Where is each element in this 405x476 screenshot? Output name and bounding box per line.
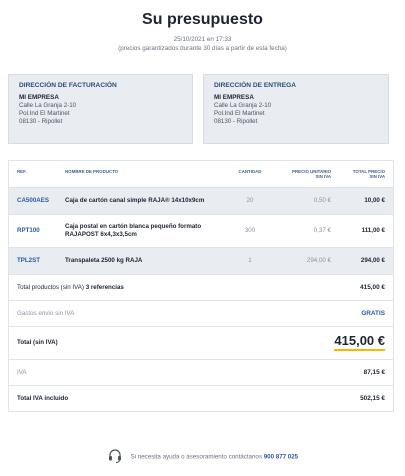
help-phone-link[interactable]: 900 877 025 [263, 453, 299, 461]
row-product: Caja de cartón canal simple RAJA® 14x10x9cm [65, 197, 205, 204]
col-header-total-line1: TOTAL PRECIO [352, 169, 385, 174]
row-total-price: 294,00 € [360, 257, 385, 264]
vat-label: IVA [17, 369, 27, 376]
billing-heading: DIRECCIÓN DE FACTURACIÓN [19, 82, 117, 89]
shipping-heading: DIRECCIÓN DE ENTREGA [214, 82, 297, 89]
col-header-qty: CANTIDAD [238, 169, 262, 174]
grand-total-label: Total IVA incluido [17, 395, 69, 402]
shipping-line: Calle La Granja 2-10 [214, 102, 272, 109]
headset-icon [107, 448, 123, 466]
billing-address-box [8, 74, 193, 144]
shipping-company: MI EMPRESA [214, 94, 254, 101]
billing-line: Calle La Granja 2-10 [19, 102, 77, 109]
row-unit-price: 0,37 € [313, 227, 331, 234]
help-text: Si necesita ayuda o asesoramiento contáctanos [130, 453, 262, 461]
billing-company: MI EMPRESA [19, 94, 59, 101]
help-footer [0, 448, 405, 466]
row-ref[interactable]: RPT100 [17, 227, 40, 234]
total-excl-vat-value: 415,00 € [334, 333, 385, 351]
vat-value: 87,15 € [363, 369, 385, 376]
billing-line: Pol.Ind El Martinet [19, 110, 70, 117]
shipping-cost-row [9, 301, 393, 327]
shipping-line: 08130 - Ripollet [214, 118, 258, 125]
col-header-unit-line1: PRECIO UNITARIO [292, 169, 331, 174]
table-row [9, 215, 393, 248]
col-header-ref: REF. [17, 169, 27, 174]
row-total-price: 10,00 € [364, 197, 385, 204]
billing-line: 08130 - Ripollet [19, 118, 63, 125]
table-header [9, 161, 393, 188]
row-product: Caja postal en cartón blanca pequeño formato RAJAPOST 6x4,3x3,5cm [65, 223, 202, 238]
table-row [9, 248, 393, 275]
products-refs-count: 3 referencias [85, 284, 124, 291]
products-subtotal-label [17, 284, 124, 291]
products-subtotal-row [9, 275, 393, 301]
row-total-price: 111,00 € [361, 227, 385, 234]
shipping-cost-value: GRATIS [361, 310, 385, 317]
grand-total-row [9, 386, 393, 411]
vat-row [9, 360, 393, 386]
row-ref[interactable]: CA500AES [17, 197, 49, 204]
col-header-total-price [339, 169, 385, 179]
page-title: Su presupuesto [142, 11, 263, 28]
row-ref[interactable]: TPL2ST [17, 257, 41, 264]
row-unit-price: 0,50 € [313, 197, 331, 204]
table-row [9, 188, 393, 215]
total-excl-vat-row [9, 327, 393, 360]
row-qty: 300 [244, 227, 256, 234]
total-excl-vat-label: Total (sin IVA) [17, 339, 58, 346]
quote-date: 25/10/2021 en 17:33 [173, 36, 232, 43]
col-header-unit-line2: SIN IVA [315, 174, 331, 179]
products-subtotal-value: 415,00 € [360, 284, 385, 291]
col-header-unit-price [281, 169, 331, 179]
row-qty: 1 [248, 257, 252, 264]
col-header-product: NOMBRE DE PRODUCTO [65, 169, 119, 174]
shipping-cost-label: Gastos envío sin IVA [17, 310, 75, 317]
col-header-total-line2: SIN IVA [369, 174, 385, 179]
shipping-line: Pol.Ind El Martinet [214, 110, 265, 117]
row-product: Transpaleta 2500 kg RAJA [65, 257, 143, 264]
row-unit-price: 294,00 € [306, 257, 331, 264]
row-qty: 20 [246, 197, 254, 204]
quote-table [8, 160, 394, 412]
price-guarantee-note: (precios garantizados durante 30 días a partir de esta fecha) [118, 45, 287, 52]
shipping-address-box [203, 74, 389, 144]
products-subtotal-text: Total productos (sin IVA) [17, 284, 84, 291]
grand-total-value: 502,15 € [360, 395, 385, 402]
